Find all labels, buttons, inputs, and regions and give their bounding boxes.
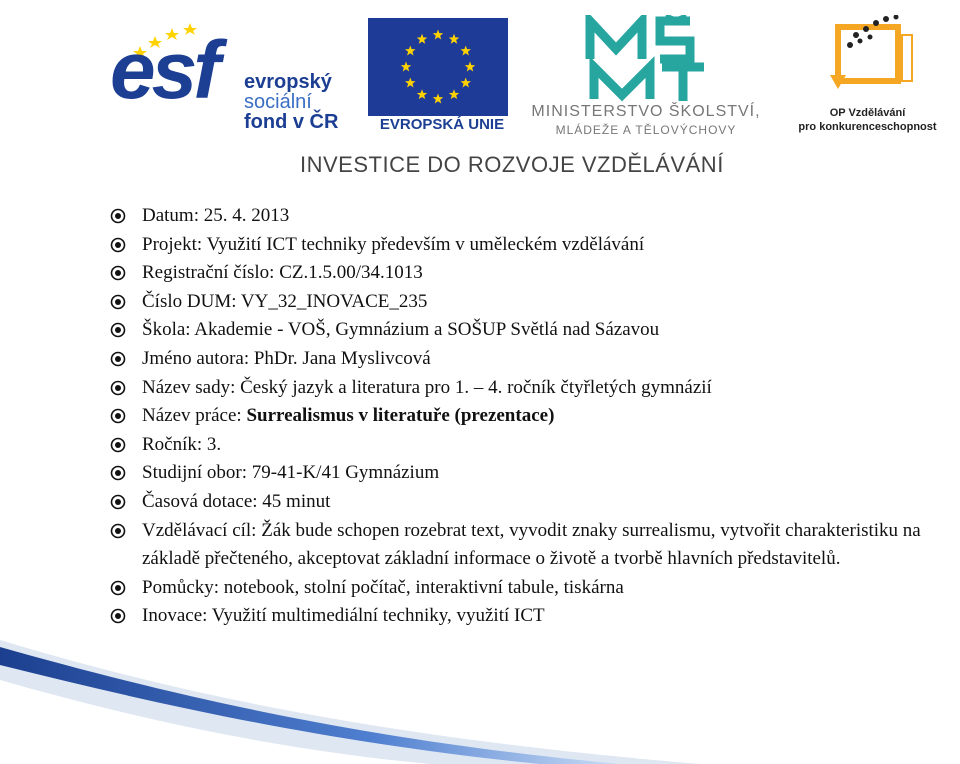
eu-star <box>449 34 459 44</box>
eu-logo <box>368 18 508 138</box>
target-bullet-icon <box>110 265 126 281</box>
list-item-cil <box>110 517 960 574</box>
list-item-dotace <box>110 488 960 517</box>
list-item-registracni <box>110 259 960 288</box>
eu-star <box>401 62 411 72</box>
op-mark-icon <box>810 15 920 100</box>
list-item-skola <box>110 316 960 345</box>
target-bullet-icon <box>110 580 126 596</box>
list-item-cislo-dum <box>110 288 960 317</box>
datum-text: Datum: 25. 4. 2013 <box>142 205 290 226</box>
headline: INVESTICE DO ROZVOJE VZDĚLÁVÁNÍ <box>300 152 724 177</box>
target-bullet-icon <box>110 437 126 453</box>
projekt-text: Projekt: Využití ICT techniky především v uměleckém vzdělávání <box>142 233 645 255</box>
list-item-datum <box>110 202 960 231</box>
target-bullet-icon <box>110 380 126 396</box>
eu-star <box>449 89 459 99</box>
msmt-logo <box>520 15 770 140</box>
target-bullet-icon <box>110 294 126 310</box>
list-item-rocnik <box>110 431 960 460</box>
logo-header <box>0 0 960 190</box>
op-line2: pro konkurenceschopnost <box>798 121 937 133</box>
eu-label: EVROPSKÁ UNIE <box>379 116 505 133</box>
cislo-dum-text: Číslo DUM: VY_32_INOVACE_235 <box>142 290 428 312</box>
esf-logo <box>110 18 360 138</box>
esf-line3: fond v ČR <box>244 111 339 133</box>
registracni-text: Registrační číslo: CZ.1.5.00/34.1013 <box>142 262 423 284</box>
eu-star <box>433 30 443 40</box>
skola-text: Škola: Akademie - VOŠ, Gymnázium a SOŠUP Světlá nad Sázavou <box>142 319 660 341</box>
autor-text: Jméno autora: PhDr. Jana Myslivcová <box>142 347 431 369</box>
eu-star <box>460 46 470 56</box>
list-item-autor <box>110 345 960 374</box>
eu-star <box>433 94 443 104</box>
msmt-line2: MLÁDEŽE A TĚLOVÝCHOVY <box>555 123 737 137</box>
op-line1: OP Vzdělávání <box>829 107 906 119</box>
prace-title: Surrealismus v literatuře (prezentace) <box>246 405 555 427</box>
esf-text <box>244 72 338 132</box>
list-item-prace <box>110 402 960 431</box>
target-bullet-icon <box>110 408 126 424</box>
esf-line1: evropský <box>244 71 332 93</box>
target-bullet-icon <box>110 351 126 367</box>
op-logo <box>780 15 955 140</box>
msmt-line1: MINISTERSTVO ŠKOLSTVÍ, <box>531 103 761 120</box>
eu-star <box>405 78 415 88</box>
target-bullet-icon <box>110 494 126 510</box>
eu-stars-icon <box>368 18 508 116</box>
target-bullet-icon <box>110 208 126 224</box>
decorative-swoosh <box>0 625 960 764</box>
rocnik-text: Ročník: 3. <box>142 433 222 455</box>
sada-text: Název sady: Český jazyk a literatura pro 1. – 4. ročník čtyřletých gymnázií <box>142 376 712 398</box>
target-bullet-icon <box>110 608 126 624</box>
target-bullet-icon <box>110 237 126 253</box>
eu-star <box>465 62 475 72</box>
prace-label: Název práce: <box>142 405 247 427</box>
pomucky-text: Pomůcky: notebook, stolní počítač, interaktivní tabule, tiskárna <box>142 576 624 598</box>
dotace-text: Časová dotace: 45 minut <box>142 490 331 512</box>
info-list <box>110 202 960 631</box>
obor-text: Studijní obor: 79-41-K/41 Gymnázium <box>142 462 440 484</box>
esf-line2: sociální <box>244 91 312 113</box>
target-bullet-icon <box>110 523 126 539</box>
eu-flag <box>368 18 508 116</box>
list-item-pomucky <box>110 574 960 603</box>
target-bullet-icon <box>110 322 126 338</box>
list-item-obor <box>110 459 960 488</box>
eu-star <box>417 89 427 99</box>
list-item-projekt <box>110 231 960 260</box>
cil-text: Vzdělávací cíl: Žák bude schopen rozebrat text, vyvodit znaky surrealismu, vytvořit charakteristiku na základě přečteného, akceptovat základní informace o životě a tvorbě hlavních představitelů. <box>142 519 921 570</box>
esf-wordmark: esf <box>110 25 217 116</box>
msmt-mark-icon <box>582 15 712 105</box>
eu-star <box>460 78 470 88</box>
list-item-sada <box>110 374 960 403</box>
eu-star <box>405 46 415 56</box>
eu-star <box>417 34 427 44</box>
target-bullet-icon <box>110 465 126 481</box>
inovace-text: Inovace: Využití multimediální techniky, využití ICT <box>142 605 545 627</box>
